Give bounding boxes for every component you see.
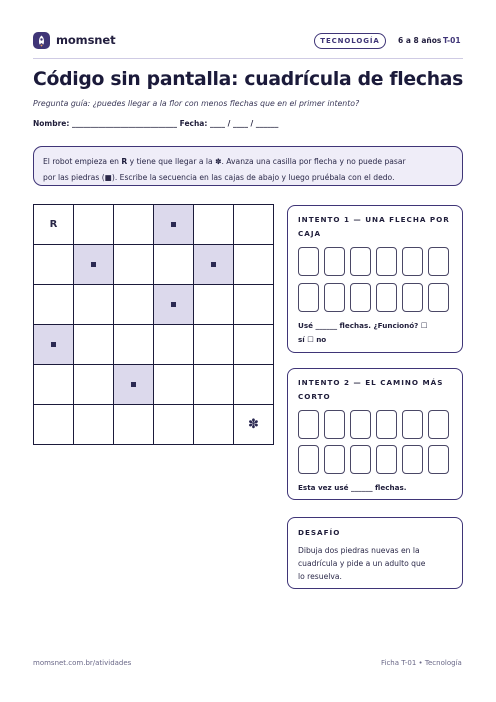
rock-icon — [211, 262, 216, 267]
grid-cell[interactable] — [34, 365, 74, 405]
arrow-box[interactable] — [324, 283, 345, 312]
arrow-box[interactable] — [298, 445, 319, 474]
footer-sheet-info: Ficha T-01 • Tecnología — [381, 659, 462, 667]
arrow-box[interactable] — [402, 283, 423, 312]
arrow-box[interactable] — [350, 283, 371, 312]
grid-cell-rock[interactable] — [114, 365, 154, 405]
attempt-1-result-line: Usé ______ flechas. ¿Funcionó? ☐ — [298, 321, 428, 330]
instructions-text: y tiene que llegar a la — [127, 157, 216, 166]
rock-icon — [131, 382, 136, 387]
rock-icon — [171, 302, 176, 307]
instructions-text: . Avanza una casilla por flecha y no puede pasar — [221, 157, 406, 166]
attempt-2-card — [287, 368, 463, 500]
arrow-box[interactable] — [428, 247, 449, 276]
grid-cell[interactable] — [74, 365, 114, 405]
arrow-box[interactable] — [298, 410, 319, 439]
challenge-text — [298, 544, 425, 583]
grid-cell[interactable] — [234, 365, 274, 405]
brand-name: momsnet — [56, 33, 116, 47]
challenge-title: DESAFÍO — [298, 528, 341, 537]
arrow-box[interactable] — [376, 247, 397, 276]
instructions-text: ). Escribe la secuencia en las cajas de abajo y luego pruébala con el dedo. — [111, 172, 395, 182]
rock-icon — [171, 222, 176, 227]
arrow-grid — [33, 204, 274, 445]
attempt-1-title — [298, 213, 450, 241]
grid-cell[interactable] — [194, 205, 234, 245]
arrow-box[interactable] — [428, 283, 449, 312]
attempt-1-result-line: sí ☐ no — [298, 335, 327, 344]
attempt-1-title-line: INTENTO 1 — UNA FLECHA POR — [298, 215, 450, 224]
robot-letter: R — [121, 157, 128, 166]
grid-cell[interactable] — [234, 205, 274, 245]
arrow-box[interactable] — [324, 247, 345, 276]
grid-cell-rock[interactable] — [154, 205, 194, 245]
arrow-box[interactable] — [350, 247, 371, 276]
attempt-2-title — [298, 376, 443, 404]
rock-icon: ■ — [104, 172, 112, 182]
arrow-box[interactable] — [428, 445, 449, 474]
rock-icon — [51, 342, 56, 347]
grid-cell[interactable] — [34, 405, 74, 445]
attempt-2-boxes-row-2 — [298, 445, 449, 474]
attempt-1-boxes-row-1 — [298, 247, 449, 276]
grid-cell[interactable] — [34, 245, 74, 285]
footer-link[interactable]: momsnet.com.br/atividades — [33, 659, 132, 667]
arrow-box[interactable] — [428, 410, 449, 439]
arrow-box[interactable] — [350, 445, 371, 474]
instructions-panel — [33, 146, 463, 186]
arrow-box[interactable] — [376, 410, 397, 439]
grid-cell[interactable] — [114, 405, 154, 445]
grid-cell-robot-start[interactable] — [34, 205, 74, 245]
robot-start-label: R — [49, 219, 58, 230]
grid-cell[interactable] — [234, 325, 274, 365]
grid-cell[interactable] — [234, 285, 274, 325]
grid-cell[interactable] — [194, 325, 234, 365]
arrow-box[interactable] — [298, 283, 319, 312]
arrow-box[interactable] — [402, 410, 423, 439]
grid-cell[interactable] — [154, 405, 194, 445]
arrow-box[interactable] — [376, 445, 397, 474]
flower-icon: ✽ — [215, 157, 222, 166]
attempt-2-boxes-row-1 — [298, 410, 449, 439]
brand-logo-icon — [33, 32, 50, 49]
grid-cell[interactable] — [74, 285, 114, 325]
grid-cell[interactable] — [194, 405, 234, 445]
challenge-line: Dibuja dos piedras nuevas en la — [298, 546, 420, 555]
grid-cell[interactable] — [114, 245, 154, 285]
page-title: Código sin pantalla: cuadrícula de flechas — [33, 69, 464, 90]
instructions-text: por las piedras ( — [43, 172, 105, 182]
attempt-2-title-line: CORTO — [298, 392, 331, 401]
grid-cell[interactable] — [234, 245, 274, 285]
grid-cell-rock[interactable] — [74, 245, 114, 285]
guiding-question: Pregunta guía: ¿puedes llegar a la flor con menos flechas que en el primer intento? — [33, 99, 360, 108]
arrow-box[interactable] — [298, 247, 319, 276]
challenge-line: cuadrícula y pide a un adulto que — [298, 559, 426, 568]
attempt-1-boxes-row-2 — [298, 283, 449, 312]
arrow-box[interactable] — [324, 410, 345, 439]
attempt-2-result[interactable]: Esta vez usé ______ flechas. — [298, 483, 407, 492]
grid-cell[interactable] — [194, 365, 234, 405]
rock-icon — [91, 262, 96, 267]
age-range: 6 a 8 años — [398, 36, 442, 45]
challenge-card — [287, 517, 463, 589]
grid-cell[interactable] — [114, 325, 154, 365]
flower-icon: ✽ — [248, 417, 259, 432]
grid-cell[interactable] — [114, 205, 154, 245]
attempt-1-title-line: CAJA — [298, 229, 322, 238]
grid-cell[interactable] — [34, 285, 74, 325]
arrow-box[interactable] — [402, 247, 423, 276]
grid-cell-rock[interactable] — [154, 285, 194, 325]
grid-cell-rock[interactable] — [34, 325, 74, 365]
grid-cell[interactable] — [154, 245, 194, 285]
grid-cell[interactable] — [74, 325, 114, 365]
grid-cell[interactable] — [114, 285, 154, 325]
name-date-field[interactable]: Nombre: ____________________________ Fecha: ____ / ____ / ______ — [33, 119, 279, 128]
grid-cell[interactable] — [74, 405, 114, 445]
grid-cell[interactable] — [154, 365, 194, 405]
arrow-box[interactable] — [350, 410, 371, 439]
grid-cell-rock[interactable] — [194, 245, 234, 285]
grid-cell-flower[interactable] — [234, 405, 274, 445]
header-divider — [33, 58, 463, 59]
worksheet-code: T-01 — [443, 36, 461, 45]
grid-cell[interactable] — [154, 325, 194, 365]
arrow-box[interactable] — [376, 283, 397, 312]
instructions-text: El robot empieza en — [43, 157, 122, 166]
grid-cell[interactable] — [194, 285, 234, 325]
challenge-line: lo resuelva. — [298, 572, 342, 581]
grid-cell[interactable] — [74, 205, 114, 245]
arrow-box[interactable] — [402, 445, 423, 474]
attempt-1-result[interactable] — [298, 319, 427, 347]
attempt-2-title-line: INTENTO 2 — EL CAMINO MÁS — [298, 378, 444, 387]
attempt-1-card — [287, 205, 463, 353]
subject-badge: TECNOLOGÍA — [314, 33, 386, 49]
arrow-box[interactable] — [324, 445, 345, 474]
